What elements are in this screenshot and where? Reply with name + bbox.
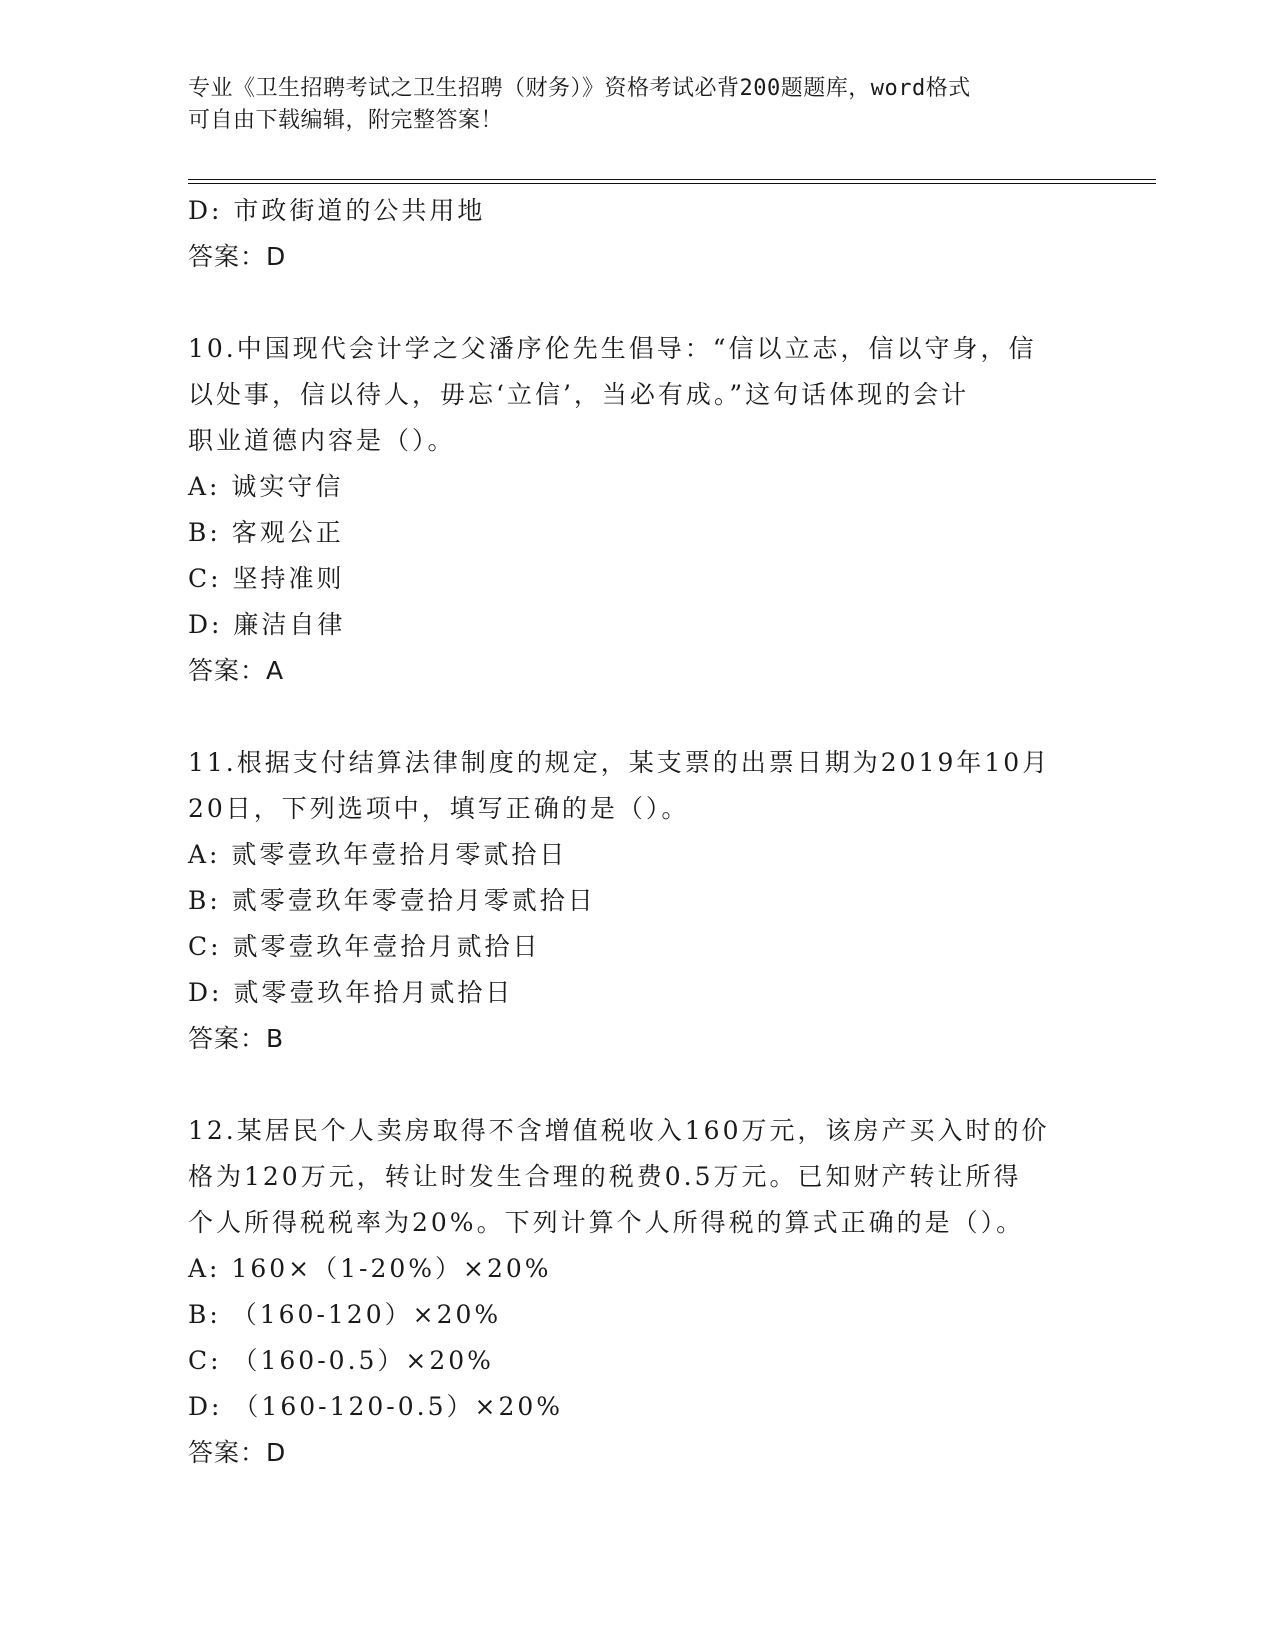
option-c: C: （160-0.5）×20%	[188, 1346, 494, 1375]
option-d: D: 市政街道的公共用地	[188, 196, 486, 225]
spacer	[188, 1062, 1088, 1108]
option-a: A: 贰零壹玖年壹拾月零贰拾日	[188, 840, 568, 869]
header-line-2: 可自由下载编辑，附完整答案！	[188, 108, 504, 133]
spacer	[188, 280, 1088, 326]
option-d: D: 贰零壹玖年拾月贰拾日	[188, 978, 514, 1007]
option-b: B: （160-120）×20%	[188, 1300, 502, 1329]
previous-question-tail	[188, 188, 1088, 280]
header-divider	[188, 179, 1156, 184]
answer-line: 答案：B	[188, 1024, 285, 1053]
option-c: C: 坚持准则	[188, 564, 345, 593]
question-stem-line: 以处事，信以待人，毋忘‘立信’，当必有成。”这句话体现的会计	[188, 380, 970, 409]
option-d: D: 廉洁自律	[188, 610, 346, 639]
option-a: A: 诚实守信	[188, 472, 344, 501]
question-stem-line: 20日，下列选项中，填写正确的是（）。	[188, 794, 690, 823]
question-stem-line: 格为120万元，转让时发生合理的税费0.5万元。已知财产转让所得	[188, 1162, 1022, 1191]
option-d: D: （160-120-0.5）×20%	[188, 1392, 564, 1421]
page-header	[188, 73, 1068, 137]
question-stem-line: 个人所得税税率为20%。下列计算个人所得税的算式正确的是（）。	[188, 1208, 1025, 1237]
question-stem-line: 11.根据支付结算法律制度的规定，某支票的出票日期为2019年10月	[188, 748, 1051, 777]
answer-line: 答案：A	[188, 656, 285, 685]
option-c: C: 贰零壹玖年壹拾月贰拾日	[188, 932, 541, 961]
question-stem-line: 12.某居民个人卖房取得不含增值税收入160万元，该房产买入时的价	[188, 1116, 1050, 1145]
question-list	[188, 188, 1088, 1476]
answer-line: 答案：D	[188, 1438, 287, 1467]
question-stem-line: 10.中国现代会计学之父潘序伦先生倡导：“信以立志，信以守身，信	[188, 334, 1037, 363]
option-a: A: 160×（1-20%）×20%	[188, 1254, 552, 1283]
option-b: B: 客观公正	[188, 518, 344, 547]
question-12	[188, 1108, 1088, 1476]
header-line-1: 专业《卫生招聘考试之卫生招聘（财务）》资格考试必背200题题库，word格式	[188, 76, 971, 101]
question-11	[188, 740, 1088, 1062]
question-10	[188, 326, 1088, 694]
answer-line: 答案：D	[188, 242, 287, 271]
option-b: B: 贰零壹玖年零壹拾月零贰拾日	[188, 886, 596, 915]
spacer	[188, 694, 1088, 740]
question-stem-line: 职业道德内容是（）。	[188, 426, 456, 455]
